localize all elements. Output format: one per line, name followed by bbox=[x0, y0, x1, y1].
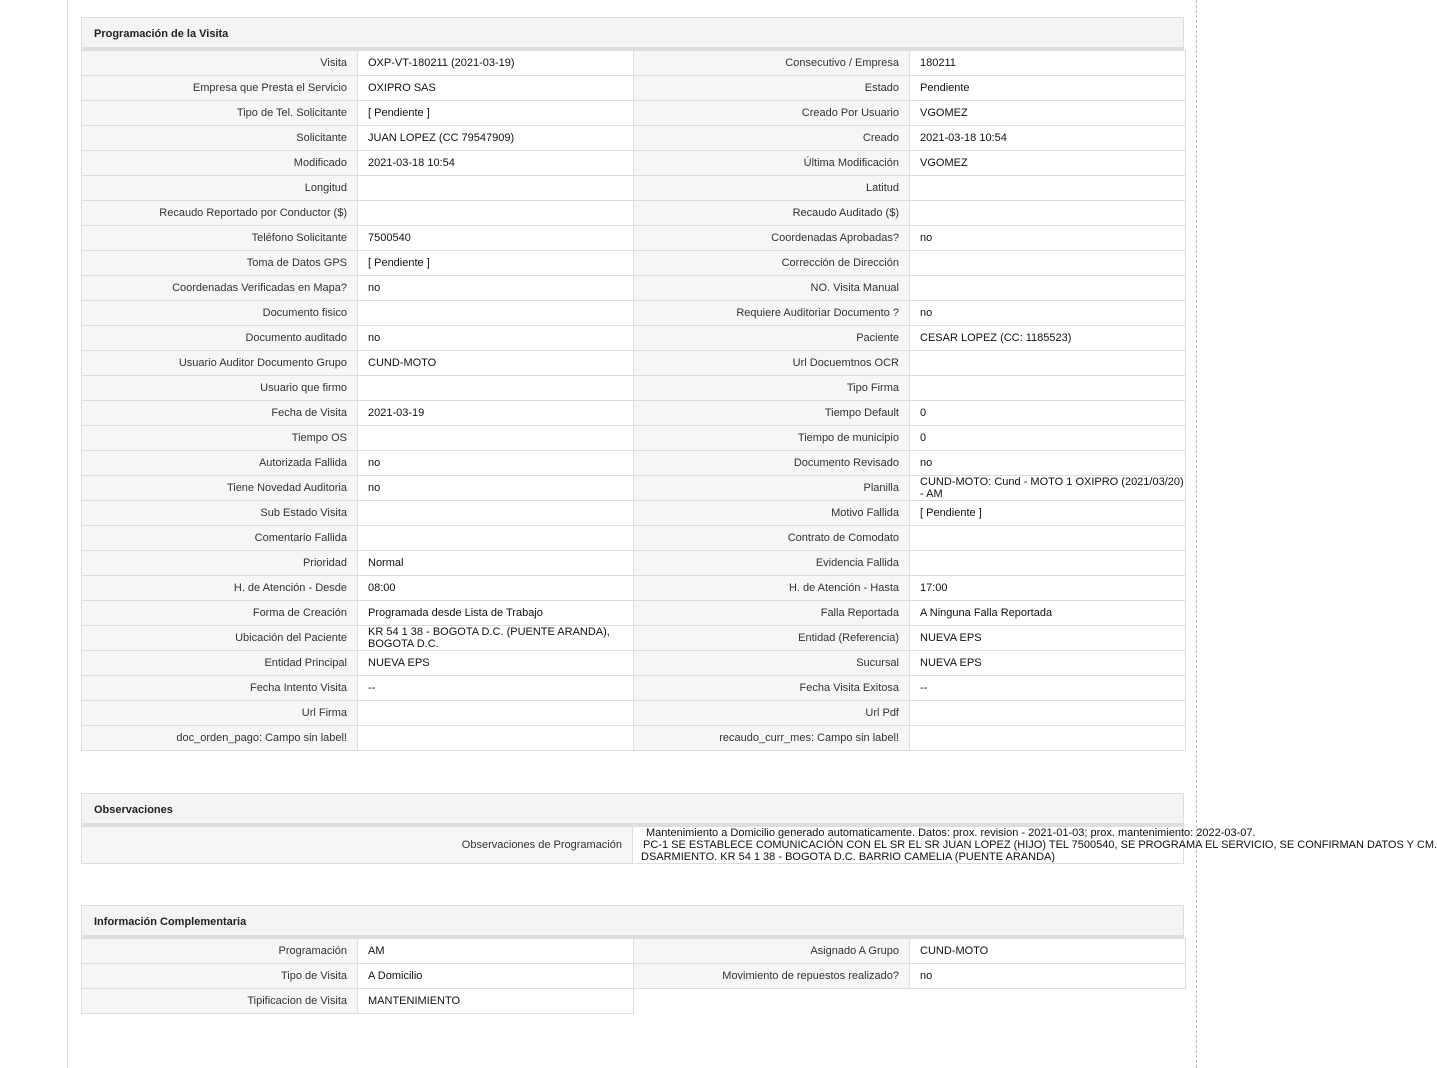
value-fecha-intento-visita: -- bbox=[358, 676, 634, 701]
label-tiempo-default: Tiempo Default bbox=[634, 401, 910, 426]
value-creado-por-usuario: VGOMEZ bbox=[910, 101, 1186, 126]
value-recaudo-auditado bbox=[910, 201, 1186, 226]
label-prioridad: Prioridad bbox=[82, 551, 358, 576]
table-row bbox=[82, 964, 1186, 989]
value-fecha-visita-exitosa: -- bbox=[910, 676, 1186, 701]
observaciones-table bbox=[81, 826, 1437, 864]
label-telefono-solicitante: Teléfono Solicitante bbox=[82, 226, 358, 251]
value-url-pdf bbox=[910, 701, 1186, 726]
label-usuario-auditor-documento-grupo: Usuario Auditor Documento Grupo bbox=[82, 351, 358, 376]
label-url-docuemtnos-ocr: Url Docuemtnos OCR bbox=[634, 351, 910, 376]
observaciones-panel bbox=[81, 793, 1437, 864]
label-url-pdf: Url Pdf bbox=[634, 701, 910, 726]
table-row bbox=[82, 176, 1186, 201]
label-planilla: Planilla bbox=[634, 476, 910, 501]
value-prioridad: Normal bbox=[358, 551, 634, 576]
value-usuario-que-firmo bbox=[358, 376, 634, 401]
value-creado: 2021-03-18 10:54 bbox=[910, 126, 1186, 151]
label-forma-de-creacion: Forma de Creación bbox=[82, 601, 358, 626]
empty-cell bbox=[634, 989, 910, 1014]
value-documento-fisico bbox=[358, 301, 634, 326]
table-row bbox=[82, 301, 1186, 326]
value-documento-auditado: no bbox=[358, 326, 634, 351]
value-url-docuemtnos-ocr bbox=[910, 351, 1186, 376]
observaciones-title: Observaciones bbox=[81, 793, 1184, 826]
value-ubicacion-del-paciente: KR 54 1 38 - BOGOTA D.C. (PUENTE ARANDA), BOGOTA D.C. bbox=[358, 626, 634, 651]
label-asignado-a-grupo: Asignado A Grupo bbox=[634, 939, 910, 964]
label-correccion-de-direccion: Corrección de Dirección bbox=[634, 251, 910, 276]
value-usuario-auditor-documento-grupo: CUND-MOTO bbox=[358, 351, 634, 376]
value-requiere-auditoriar-documento: no bbox=[910, 301, 1186, 326]
label-contrato-de-comodato: Contrato de Comodato bbox=[634, 526, 910, 551]
label-documento-auditado: Documento auditado bbox=[82, 326, 358, 351]
value-solicitante: JUAN LOPEZ (CC 79547909) bbox=[358, 126, 634, 151]
table-row bbox=[82, 326, 1186, 351]
value-sucursal: NUEVA EPS bbox=[910, 651, 1186, 676]
label-documento-revisado: Documento Revisado bbox=[634, 451, 910, 476]
label-h-de-atencion-desde: H. de Atención - Desde bbox=[82, 576, 358, 601]
label-creado-por-usuario: Creado Por Usuario bbox=[634, 101, 910, 126]
label-comentario-fallida: Comentario Fallida bbox=[82, 526, 358, 551]
label-recaudo-auditado: Recaudo Auditado ($) bbox=[634, 201, 910, 226]
label-recaudo-curr-mes-campo-sin-label: recaudo_curr_mes: Campo sin label! bbox=[634, 726, 910, 751]
label-longitud: Longitud bbox=[82, 176, 358, 201]
label-h-de-atencion-hasta: H. de Atención - Hasta bbox=[634, 576, 910, 601]
label-toma-de-datos-gps: Toma de Datos GPS bbox=[82, 251, 358, 276]
observaciones-line: PC-1 SE ESTABLECE COMUNICACIÓN CON EL SR EL SR JUAN LOPEZ (HIJO) TEL 7500540, SE PROGRAMA EL SERVICIO, SE CONFIRMAN DATOS Y CM. bbox=[643, 839, 1437, 851]
table-row bbox=[82, 151, 1186, 176]
empty-cell bbox=[910, 989, 1186, 1014]
table-row bbox=[82, 701, 1186, 726]
value-comentario-fallida bbox=[358, 526, 634, 551]
value-estado: Pendiente bbox=[910, 76, 1186, 101]
value-coordenadas-verificadas-en-mapa: no bbox=[358, 276, 634, 301]
label-modificado: Modificado bbox=[82, 151, 358, 176]
value-contrato-de-comodato bbox=[910, 526, 1186, 551]
value-evidencia-fallida bbox=[910, 551, 1186, 576]
value-forma-de-creacion: Programada desde Lista de Trabajo bbox=[358, 601, 634, 626]
label-movimiento-de-repuestos-realizado: Movimiento de repuestos realizado? bbox=[634, 964, 910, 989]
value-doc-orden-pago-campo-sin-label bbox=[358, 726, 634, 751]
value-tiempo-default: 0 bbox=[910, 401, 1186, 426]
value-entidad-referencia: NUEVA EPS bbox=[910, 626, 1186, 651]
table-row bbox=[82, 351, 1186, 376]
label-fecha-intento-visita: Fecha Intento Visita bbox=[82, 676, 358, 701]
programacion-panel bbox=[81, 17, 1184, 751]
table-row bbox=[82, 501, 1186, 526]
value-falla-reportada: A Ninguna Falla Reportada bbox=[910, 601, 1186, 626]
label-coordenadas-aprobadas: Coordenadas Aprobadas? bbox=[634, 226, 910, 251]
table-row bbox=[82, 226, 1186, 251]
value-tipo-firma bbox=[910, 376, 1186, 401]
value-no-visita-manual bbox=[910, 276, 1186, 301]
value-h-de-atencion-desde: 08:00 bbox=[358, 576, 634, 601]
label-motivo-fallida: Motivo Fallida bbox=[634, 501, 910, 526]
label-evidencia-fallida: Evidencia Fallida bbox=[634, 551, 910, 576]
value-modificado: 2021-03-18 10:54 bbox=[358, 151, 634, 176]
label-tipificacion-de-visita: Tipificacion de Visita bbox=[82, 989, 358, 1014]
value-empresa-que-presta-el-servicio: OXIPRO SAS bbox=[358, 76, 634, 101]
table-row bbox=[82, 476, 1186, 501]
label-programacion: Programación bbox=[82, 939, 358, 964]
left-border-line bbox=[67, 0, 68, 1068]
label-solicitante: Solicitante bbox=[82, 126, 358, 151]
value-programacion: AM bbox=[358, 939, 634, 964]
label-usuario-que-firmo: Usuario que firmo bbox=[82, 376, 358, 401]
right-dashed-border bbox=[1196, 0, 1197, 1068]
table-row bbox=[82, 601, 1186, 626]
label-fecha-visita-exitosa: Fecha Visita Exitosa bbox=[634, 676, 910, 701]
value-h-de-atencion-hasta: 17:00 bbox=[910, 576, 1186, 601]
programacion-title: Programación de la Visita bbox=[81, 17, 1184, 50]
label-sucursal: Sucursal bbox=[634, 651, 910, 676]
label-tipo-de-visita: Tipo de Visita bbox=[82, 964, 358, 989]
table-row bbox=[82, 76, 1186, 101]
observaciones-value bbox=[633, 827, 1437, 864]
label-documento-fisico: Documento fisico bbox=[82, 301, 358, 326]
value-entidad-principal: NUEVA EPS bbox=[358, 651, 634, 676]
value-recaudo-reportado-por-conductor bbox=[358, 201, 634, 226]
value-consecutivo-empresa: 180211 bbox=[910, 51, 1186, 76]
table-row bbox=[82, 426, 1186, 451]
value-correccion-de-direccion bbox=[910, 251, 1186, 276]
value-telefono-solicitante: 7500540 bbox=[358, 226, 634, 251]
value-sub-estado-visita bbox=[358, 501, 634, 526]
label-tiempo-de-municipio: Tiempo de municipio bbox=[634, 426, 910, 451]
label-autorizada-fallida: Autorizada Fallida bbox=[82, 451, 358, 476]
observaciones-line: Mantenimiento a Domicilio generado automaticamente. Datos: prox. revision - 2021-01-03; prox. mantenimiento: 2022-03-07. bbox=[646, 827, 1256, 839]
label-tiene-novedad-auditoria: Tiene Novedad Auditoria bbox=[82, 476, 358, 501]
value-toma-de-datos-gps: [ Pendiente ] bbox=[358, 251, 634, 276]
label-paciente: Paciente bbox=[634, 326, 910, 351]
complementaria-table bbox=[81, 938, 1186, 1014]
table-row bbox=[82, 276, 1186, 301]
table-row bbox=[82, 101, 1186, 126]
value-planilla: CUND-MOTO: Cund - MOTO 1 OXIPRO (2021/03/20) - AM bbox=[910, 476, 1186, 501]
table-row bbox=[82, 651, 1186, 676]
label-consecutivo-empresa: Consecutivo / Empresa bbox=[634, 51, 910, 76]
label-url-firma: Url Firma bbox=[82, 701, 358, 726]
table-row bbox=[82, 989, 1186, 1014]
table-row bbox=[82, 126, 1186, 151]
label-entidad-principal: Entidad Principal bbox=[82, 651, 358, 676]
label-tipo-firma: Tipo Firma bbox=[634, 376, 910, 401]
table-row bbox=[82, 376, 1186, 401]
table-row bbox=[82, 726, 1186, 751]
label-fecha-de-visita: Fecha de Visita bbox=[82, 401, 358, 426]
programacion-table bbox=[81, 50, 1186, 751]
label-requiere-auditoriar-documento: Requiere Auditoriar Documento ? bbox=[634, 301, 910, 326]
label-sub-estado-visita: Sub Estado Visita bbox=[82, 501, 358, 526]
observaciones-label: Observaciones de Programación bbox=[82, 827, 633, 864]
label-tiempo-os: Tiempo OS bbox=[82, 426, 358, 451]
value-recaudo-curr-mes-campo-sin-label bbox=[910, 726, 1186, 751]
label-coordenadas-verificadas-en-mapa: Coordenadas Verificadas en Mapa? bbox=[82, 276, 358, 301]
label-doc-orden-pago-campo-sin-label: doc_orden_pago: Campo sin label! bbox=[82, 726, 358, 751]
label-ubicacion-del-paciente: Ubicación del Paciente bbox=[82, 626, 358, 651]
value-asignado-a-grupo: CUND-MOTO bbox=[910, 939, 1186, 964]
label-empresa-que-presta-el-servicio: Empresa que Presta el Servicio bbox=[82, 76, 358, 101]
label-estado: Estado bbox=[634, 76, 910, 101]
value-coordenadas-aprobadas: no bbox=[910, 226, 1186, 251]
table-row bbox=[82, 526, 1186, 551]
table-row bbox=[82, 626, 1186, 651]
table-row bbox=[82, 201, 1186, 226]
table-row bbox=[82, 939, 1186, 964]
label-latitud: Latitud bbox=[634, 176, 910, 201]
label-creado: Creado bbox=[634, 126, 910, 151]
label-no-visita-manual: NO. Visita Manual bbox=[634, 276, 910, 301]
observaciones-line: DSARMIENTO. KR 54 1 38 - BOGOTA D.C. BARRIO CAMELIA (PUENTE ARANDA) bbox=[641, 851, 1056, 863]
value-visita: OXP-VT-180211 (2021-03-19) bbox=[358, 51, 634, 76]
table-row bbox=[82, 401, 1186, 426]
value-tipificacion-de-visita: MANTENIMIENTO bbox=[358, 989, 634, 1014]
value-tiempo-os bbox=[358, 426, 634, 451]
value-url-firma bbox=[358, 701, 634, 726]
value-tipo-de-visita: A Domicilio bbox=[358, 964, 634, 989]
value-fecha-de-visita: 2021-03-19 bbox=[358, 401, 634, 426]
table-row bbox=[82, 51, 1186, 76]
value-ultima-modificacion: VGOMEZ bbox=[910, 151, 1186, 176]
label-entidad-referencia: Entidad (Referencia) bbox=[634, 626, 910, 651]
value-paciente: CESAR LOPEZ (CC: 1185523) bbox=[910, 326, 1186, 351]
label-ultima-modificacion: Última Modificación bbox=[634, 151, 910, 176]
value-documento-revisado: no bbox=[910, 451, 1186, 476]
value-movimiento-de-repuestos-realizado: no bbox=[910, 964, 1186, 989]
table-row bbox=[82, 251, 1186, 276]
value-latitud bbox=[910, 176, 1186, 201]
table-row bbox=[82, 676, 1186, 701]
label-recaudo-reportado-por-conductor: Recaudo Reportado por Conductor ($) bbox=[82, 201, 358, 226]
value-motivo-fallida: [ Pendiente ] bbox=[910, 501, 1186, 526]
value-longitud bbox=[358, 176, 634, 201]
table-row bbox=[82, 827, 1184, 864]
table-row bbox=[82, 551, 1186, 576]
value-tiene-novedad-auditoria: no bbox=[358, 476, 634, 501]
label-visita: Visita bbox=[82, 51, 358, 76]
table-row bbox=[82, 576, 1186, 601]
value-autorizada-fallida: no bbox=[358, 451, 634, 476]
complementaria-title: Información Complementaria bbox=[81, 905, 1184, 938]
label-falla-reportada: Falla Reportada bbox=[634, 601, 910, 626]
complementaria-panel bbox=[81, 905, 1184, 1014]
value-tiempo-de-municipio: 0 bbox=[910, 426, 1186, 451]
value-tipo-de-tel-solicitante: [ Pendiente ] bbox=[358, 101, 634, 126]
label-tipo-de-tel-solicitante: Tipo de Tel. Solicitante bbox=[82, 101, 358, 126]
table-row bbox=[82, 451, 1186, 476]
